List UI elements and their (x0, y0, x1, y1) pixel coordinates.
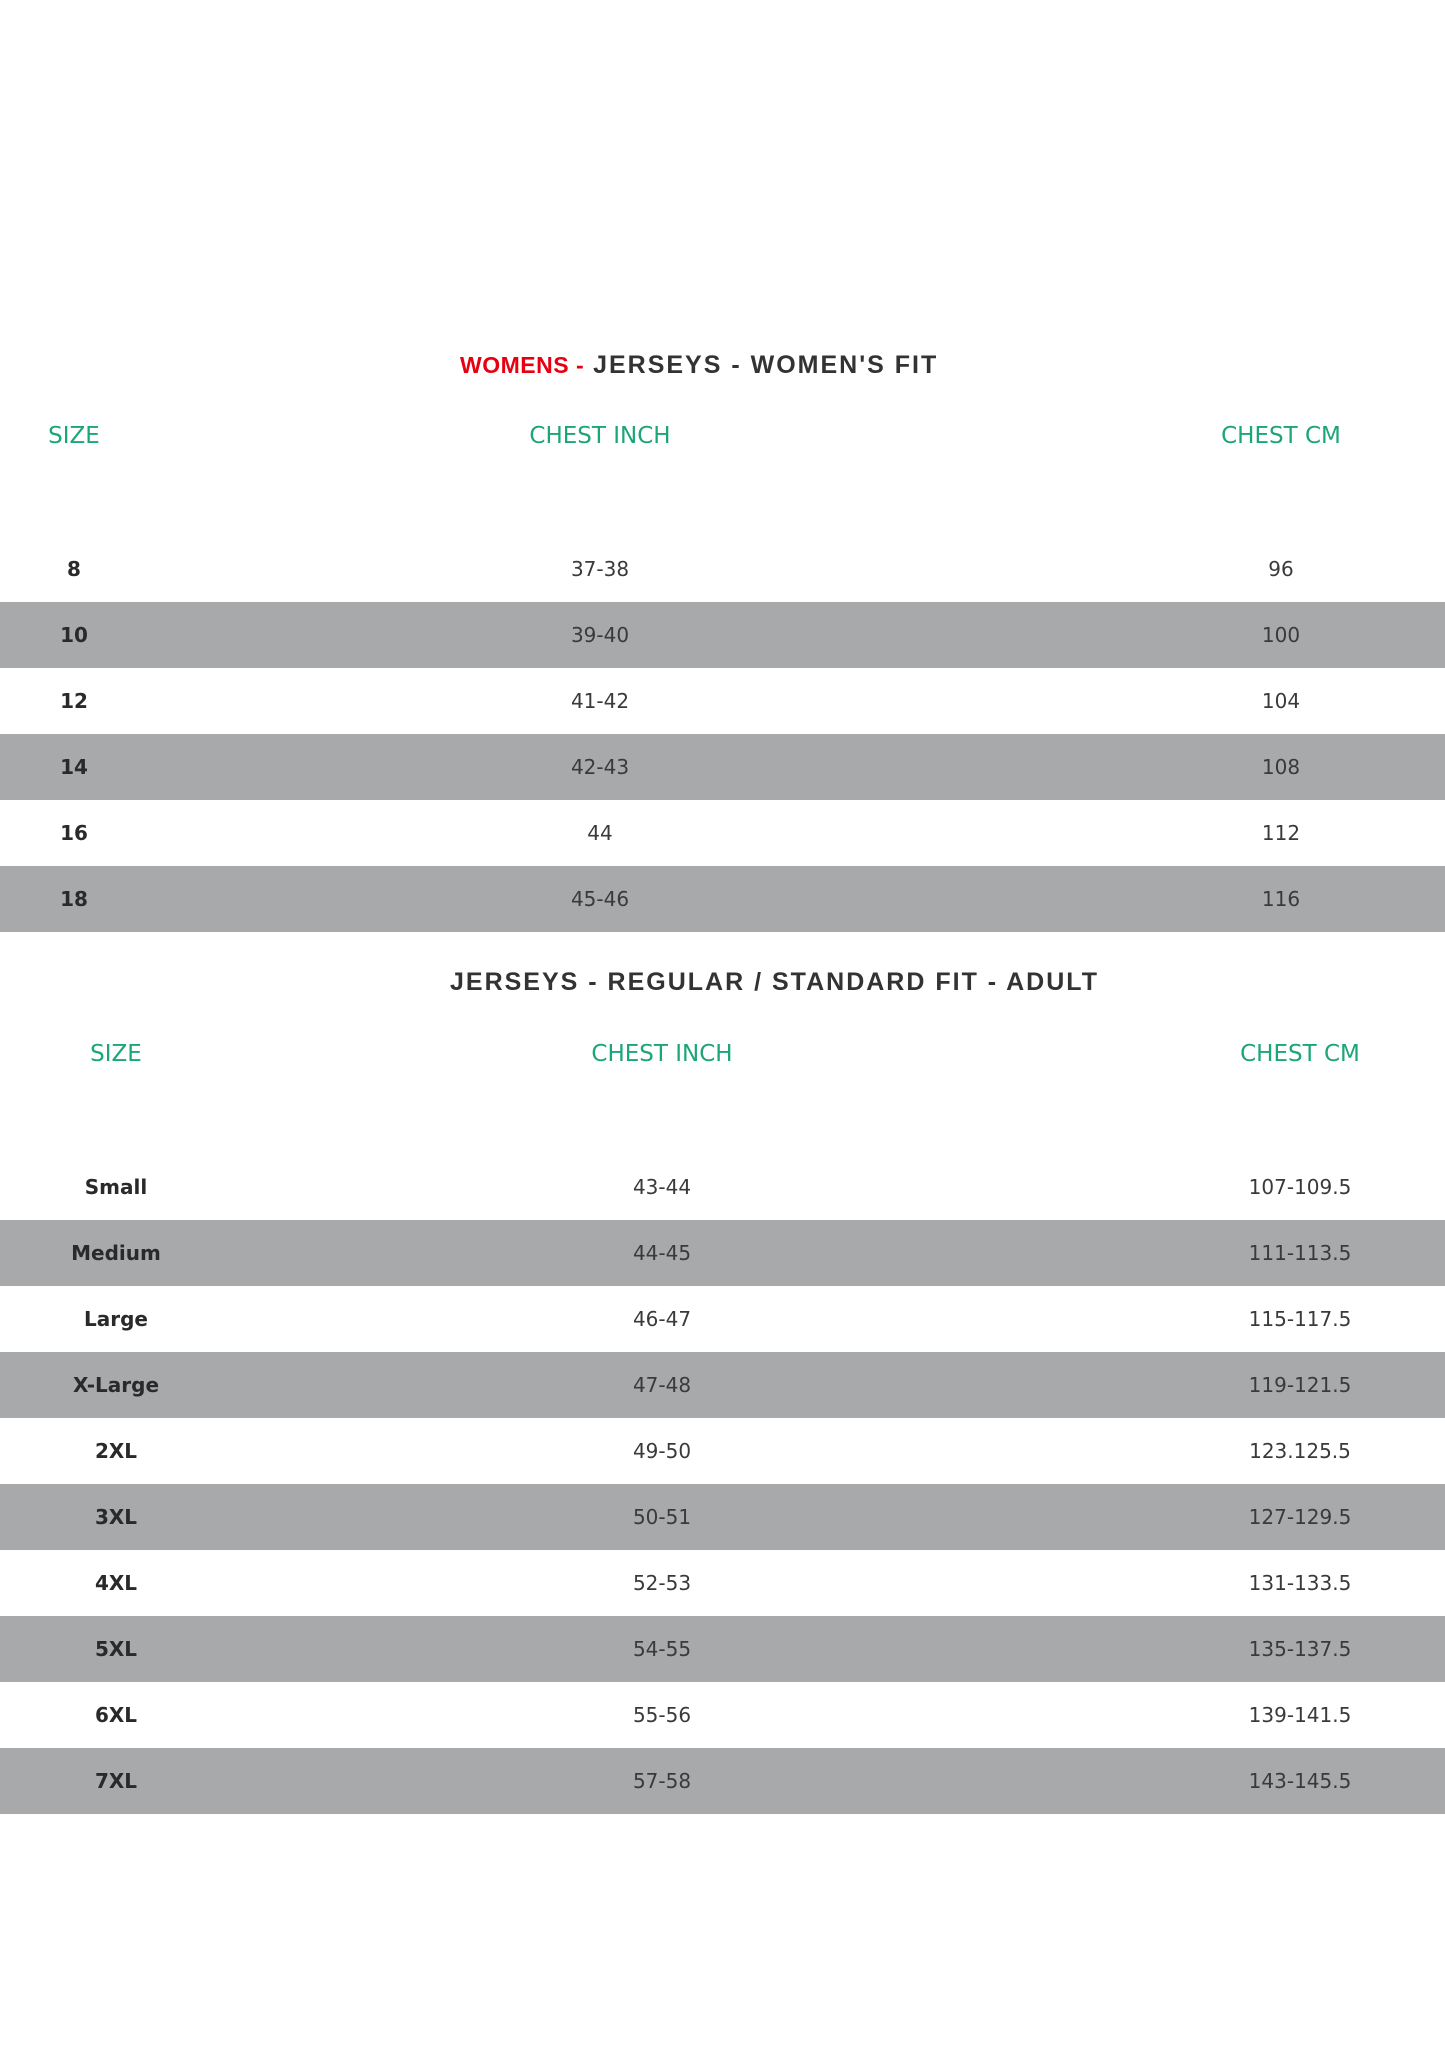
chest-inch-cell: 44-45 (632, 1241, 692, 1265)
table-row (0, 1550, 1445, 1616)
table-row (0, 602, 1445, 668)
size-cell: 2XL (94, 1439, 138, 1463)
chest-cm-cell: 116 (1261, 887, 1301, 911)
chest-inch-cell: 43-44 (632, 1175, 692, 1199)
table-row (0, 1154, 1445, 1220)
size-cell: 6XL (94, 1703, 138, 1727)
chest-inch-cell: 45-46 (570, 887, 630, 911)
chest-inch-cell: 37-38 (570, 557, 630, 581)
adult-header-size: SIZE (90, 1041, 142, 1067)
womens-title-text: JERSEYS - WOMEN'S FIT (593, 351, 939, 379)
chest-cm-cell: 123.125.5 (1249, 1439, 1351, 1463)
size-cell: 10 (60, 623, 88, 647)
table-row (0, 1352, 1445, 1418)
size-cell: 3XL (94, 1505, 138, 1529)
table-row (0, 866, 1445, 932)
chest-cm-cell: 100 (1261, 623, 1301, 647)
table-row (0, 1220, 1445, 1286)
size-cell: X-Large (72, 1373, 160, 1397)
chest-cm-cell: 108 (1261, 755, 1301, 779)
chest-cm-cell: 143-145.5 (1248, 1769, 1352, 1793)
table-row (0, 1748, 1445, 1814)
womens-table-title (460, 351, 938, 380)
chest-cm-cell: 104 (1261, 689, 1301, 713)
size-cell: Large (84, 1307, 148, 1331)
chest-cm-cell: 115-117.5 (1248, 1307, 1352, 1331)
chest-cm-cell: 127-129.5 (1248, 1505, 1352, 1529)
chest-inch-cell: 41-42 (570, 689, 630, 713)
chest-inch-cell: 55-56 (632, 1703, 692, 1727)
table-row (0, 1682, 1445, 1748)
size-cell: 5XL (94, 1637, 138, 1661)
chest-cm-cell: 107-109.5 (1248, 1175, 1352, 1199)
table-row (0, 536, 1445, 602)
chest-inch-cell: 39-40 (570, 623, 630, 647)
table-row (0, 1484, 1445, 1550)
womens-header-chest-cm: CHEST CM (1221, 423, 1341, 449)
chest-cm-cell: 112 (1261, 821, 1301, 845)
chest-cm-cell: 135-137.5 (1248, 1637, 1352, 1661)
chest-inch-cell: 52-53 (632, 1571, 692, 1595)
table-row (0, 1616, 1445, 1682)
adult-table-title: JERSEYS - REGULAR / STANDARD FIT - ADULT (450, 968, 1099, 996)
adult-header-chest-cm: CHEST CM (1240, 1041, 1360, 1067)
size-cell: Small (84, 1175, 148, 1199)
size-cell: Medium (71, 1241, 161, 1265)
chest-cm-cell: 96 (1268, 557, 1294, 581)
chest-inch-cell: 57-58 (632, 1769, 692, 1793)
chest-cm-cell: 139-141.5 (1248, 1703, 1352, 1727)
table-row (0, 734, 1445, 800)
table-row (0, 1418, 1445, 1484)
table-row (0, 668, 1445, 734)
adult-header-chest-inch: CHEST INCH (591, 1041, 733, 1067)
chest-inch-cell: 47-48 (632, 1373, 692, 1397)
size-cell: 16 (60, 821, 88, 845)
size-cell: 7XL (94, 1769, 138, 1793)
chest-inch-cell: 54-55 (632, 1637, 692, 1661)
womens-title-prefix: WOMENS - (460, 352, 585, 378)
chest-cm-cell: 111-113.5 (1248, 1241, 1352, 1265)
size-cell: 12 (60, 689, 88, 713)
chest-cm-cell: 119-121.5 (1248, 1373, 1352, 1397)
chest-inch-cell: 44 (587, 821, 613, 845)
chest-inch-cell: 50-51 (632, 1505, 692, 1529)
size-cell: 8 (67, 557, 81, 581)
chest-inch-cell: 46-47 (632, 1307, 692, 1331)
womens-header-chest-inch: CHEST INCH (529, 423, 671, 449)
table-row (0, 800, 1445, 866)
chest-inch-cell: 49-50 (632, 1439, 692, 1463)
chest-inch-cell: 42-43 (570, 755, 630, 779)
size-cell: 18 (60, 887, 88, 911)
table-row (0, 1286, 1445, 1352)
chest-cm-cell: 131-133.5 (1248, 1571, 1352, 1595)
womens-header-size: SIZE (48, 423, 100, 449)
size-cell: 14 (60, 755, 88, 779)
size-cell: 4XL (94, 1571, 138, 1595)
